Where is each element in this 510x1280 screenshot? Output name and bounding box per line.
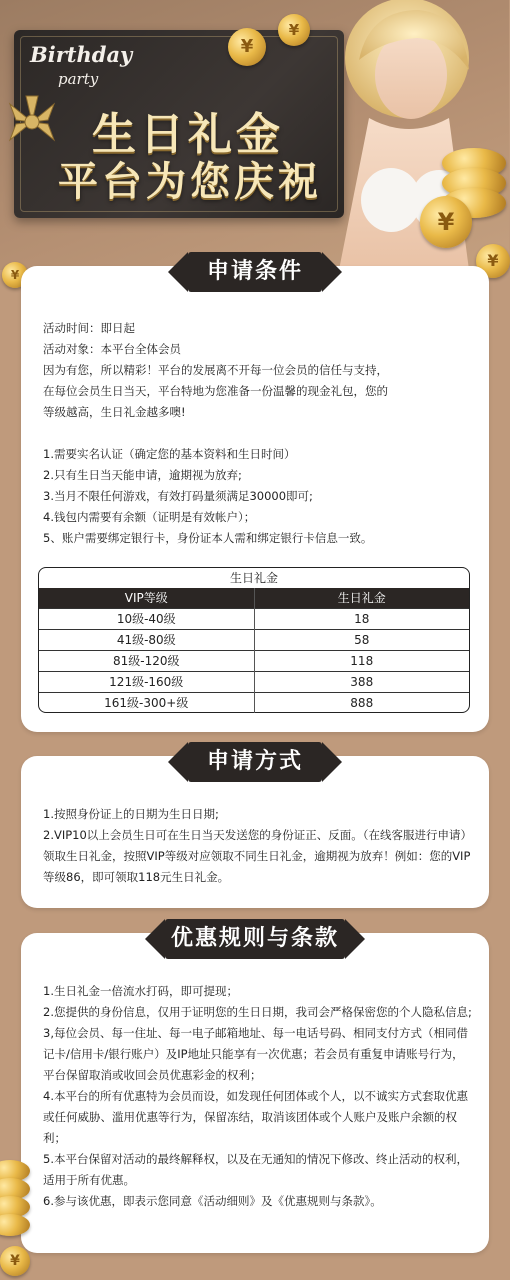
table-cell: 888 [254, 692, 469, 713]
table-cell: 121级-160级 [39, 671, 254, 692]
table-cell: 161级-300+级 [39, 692, 254, 713]
method-heading: 申请方式 [188, 742, 322, 782]
intro-line: 等级越高，生日礼金越多噢! [43, 405, 186, 419]
table-header: VIP等级 [39, 588, 254, 608]
bonus-table-grid [39, 588, 469, 713]
conditions-card [21, 259, 489, 732]
method-text [43, 804, 475, 888]
hero-title: 生日礼金 [92, 109, 284, 160]
conditions-heading: 申请条件 [188, 252, 322, 292]
terms-line: 5.本平台保留对活动的最终解释权，以及在无通知的情况下修改、终止活动的权利，适用于所有优惠。 [43, 1152, 468, 1187]
method-line: 1.按照身份证上的日期为生日日期; [43, 807, 219, 821]
coin-icon: ¥ [2, 262, 28, 288]
table-row [39, 608, 469, 629]
intro-line: 因为有您，所以精彩！平台的发展离不开每一位会员的信任与支持， [43, 363, 388, 377]
terms-line: 3,每位会员、每一住址、每一电子邮箱地址、每一电话号码、相同支付方式（相同借记卡/信用卡/银行账户）及IP地址只能享有一次优惠；若会员有重复申请账号行为，平台保留取消或收回会员优惠彩金的权利； [43, 1026, 468, 1082]
method-line: 2.VIP10以上会员生日可在生日当天发送您的身份证正、反面。（在线客服进行申请）领取生日礼金，按照VIP等级对应领取不同生日礼金，逾期视为放弃！例如：您的VIP等级86，即可领取118元生日礼金。 [43, 828, 473, 884]
hero-party-text: party [58, 70, 99, 88]
table-row [39, 629, 469, 650]
terms-line: 4.本平台的所有优惠特为会员而设，如发现任何团体或个人，以不诚实方式套取优惠或任何威胁、滥用优惠等行为，保留冻结，取消该团体或个人账户及账户余额的权利； [43, 1089, 468, 1145]
coin-icon: ¥ [420, 196, 472, 248]
table-cell: 10级-40级 [39, 608, 254, 629]
terms-line: 2.您提供的身份信息，仅用于证明您的生日日期，我司会严格保密您的个人隐私信息; [43, 1005, 472, 1019]
coin-icon: ¥ [476, 244, 510, 278]
table-row [39, 650, 469, 671]
table-title: 生日礼金 [229, 571, 278, 585]
hero-birthday-text: Birthday [30, 42, 133, 67]
bonus-table [38, 567, 470, 713]
conditions-text [43, 318, 475, 549]
model-illustration [299, 0, 509, 270]
rule-line: 2.只有生日当天能申请，逾期视为放弃; [43, 468, 242, 482]
table-cell: 81级-120级 [39, 650, 254, 671]
table-cell: 388 [254, 671, 469, 692]
terms-text [43, 981, 475, 1212]
gift-bow-icon [2, 92, 62, 152]
table-header: 生日礼金 [254, 588, 469, 608]
rule-line: 1.需要实名认证（确定您的基本资料和生日时间） [43, 447, 296, 461]
terms-line: 6.参与该优惠，即表示您同意《活动细则》及《优惠规则与条款》。 [43, 1194, 382, 1208]
rule-line: 5、账户需要绑定银行卡，身份证本人需和绑定银行卡信息一致。 [43, 531, 373, 545]
rule-line: 3.当月不限任何游戏，有效打码量须满足30000即可; [43, 489, 313, 503]
intro-line: 活动对象：本平台全体会员 [43, 342, 181, 356]
hero-subtitle: 平台为您庆祝 [58, 159, 322, 205]
coin-icon: ¥ [228, 28, 266, 66]
table-cell: 58 [254, 629, 469, 650]
intro-line: 活动时间：即日起 [43, 321, 135, 335]
terms-heading: 优惠规则与条款 [165, 919, 345, 959]
intro-line: 在每位会员生日当天，平台特地为您准备一份温馨的现金礼包，您的 [43, 384, 388, 398]
method-card [21, 749, 489, 908]
terms-card [21, 926, 489, 1253]
table-row [39, 692, 469, 713]
table-cell: 41级-80级 [39, 629, 254, 650]
table-cell: 18 [254, 608, 469, 629]
table-row [39, 671, 469, 692]
rule-line: 4.钱包内需要有余额（证明是有效帐户）； [43, 510, 256, 524]
coin-icon: ¥ [0, 1246, 30, 1276]
terms-line: 1.生日礼金一倍流水打码，即可提现； [43, 984, 238, 998]
table-cell: 118 [254, 650, 469, 671]
coin-icon: ¥ [278, 14, 310, 46]
